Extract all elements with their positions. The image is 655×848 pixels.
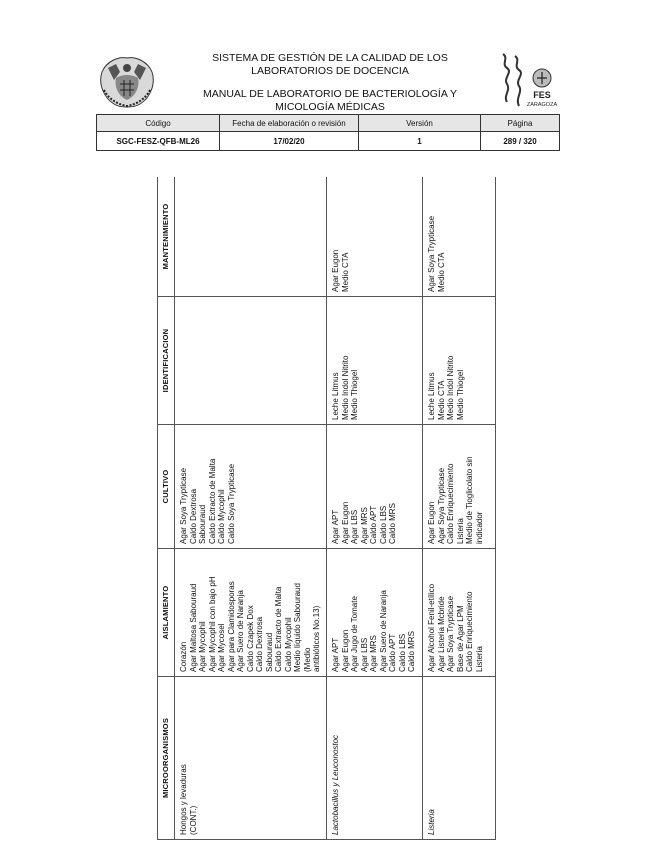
col-header-mantenimiento: MANTENIMIENTO	[158, 177, 175, 297]
manual-title-line2: MICOLOGÍA MÉDICAS	[275, 101, 385, 113]
header-code: Código	[97, 115, 220, 132]
culture-media-table	[157, 177, 496, 840]
version-value: 1	[359, 132, 481, 151]
system-title-line1: SISTEMA DE GESTIÓN DE LA CALIDAD DE LOS	[212, 52, 448, 64]
organism-cell: Lactobacillus y Leuconostoc	[327, 677, 423, 840]
fes-sublabel: ZARAGOZA	[526, 102, 558, 108]
aislamiento-cell: Corazón Agar Maltosa Sabouraud Agar Mycophil Agar Mycophil con bajo pH Agar Mycosel Agar para Clamidosporas Agar Suero de Naranja Caldo Czapek Dox Caldo Dextrosa Sabouraud Caldo Extracto de Malta Caldo Mycophil Medio líquido Sabouraud (Medio antibióticos No.13)	[175, 549, 327, 677]
code-value: SGC-FESZ-QFB-ML26	[97, 132, 220, 151]
col-header-identificacion: IDENTIFICACION	[158, 297, 175, 425]
col-header-cultivo: CULTIVO	[158, 425, 175, 549]
cultivo-cell: Agar APT Agar Eugon Agar LBS Agar MRS Caldo APT Caldo LBS Caldo MRS	[327, 425, 423, 549]
table-row	[423, 177, 496, 840]
cultivo-cell: Agar Soya Trypticase Caldo Dextrosa Sabouraud Caldo Extracto de Malta Caldo Mycophil Caldo Soya Trypticase	[175, 425, 327, 549]
mantenimiento-cell: Agar Soya Trypticase Medio CTA	[423, 177, 496, 297]
document-control-table	[96, 114, 560, 151]
date-value: 17/02/20	[220, 132, 359, 151]
aislamiento-cell: Agar APT Agar Eugon Agar Jugo de Tomate Agar LBS Agar MRS Agar Suero de Naranja Caldo APT Caldo LBS Caldo MRS	[327, 549, 423, 677]
unam-seal-logo	[96, 54, 158, 112]
fes-zaragoza-logo	[495, 50, 559, 112]
identificacion-cell: Leche Litmus Medio Indol Nitrito Medio Thiogel	[327, 297, 423, 425]
header-date: Fecha de elaboración o revisión	[220, 115, 359, 132]
identificacion-cell: Leche Litmus Medio CTA Medio Indol Nitrito Medio Thiogel	[423, 297, 496, 425]
identificacion-cell	[175, 297, 327, 425]
header-version: Versión	[359, 115, 481, 132]
table-row	[327, 177, 423, 840]
system-title-line2: LABORATORIOS DE DOCENCIA	[251, 65, 409, 77]
mantenimiento-cell	[175, 177, 327, 297]
fes-label: FES	[533, 90, 551, 100]
cultivo-cell: Agar Eugon Agar Soya Trypticase Caldo Enriquecimiento Listeria Medio de Tioglicolato sin indicador	[423, 425, 496, 549]
media-table-frame	[157, 177, 496, 840]
organism-cell: Listeria	[423, 677, 496, 840]
table-row	[175, 177, 327, 840]
col-header-microorganismos: MICROORGANISMOS	[158, 677, 175, 840]
page-value: 289 / 320	[481, 132, 560, 151]
mantenimiento-cell: Agar Eugon Medio CTA	[327, 177, 423, 297]
organism-cell: Hongos y levaduras (CONT.)	[175, 677, 327, 840]
header-page: Página	[481, 115, 560, 132]
manual-title-line1: MANUAL DE LABORATORIO DE BACTERIOLOGÍA Y	[202, 88, 457, 100]
col-header-aislamiento: AISLAMIENTO	[158, 549, 175, 677]
aislamiento-cell: Agar Alcohol Fenil-etílico Agar Listeria Mcbride Agar Soya Trypticase Base de Agar LPM Caldo Enriquecimiento Listeria	[423, 549, 496, 677]
